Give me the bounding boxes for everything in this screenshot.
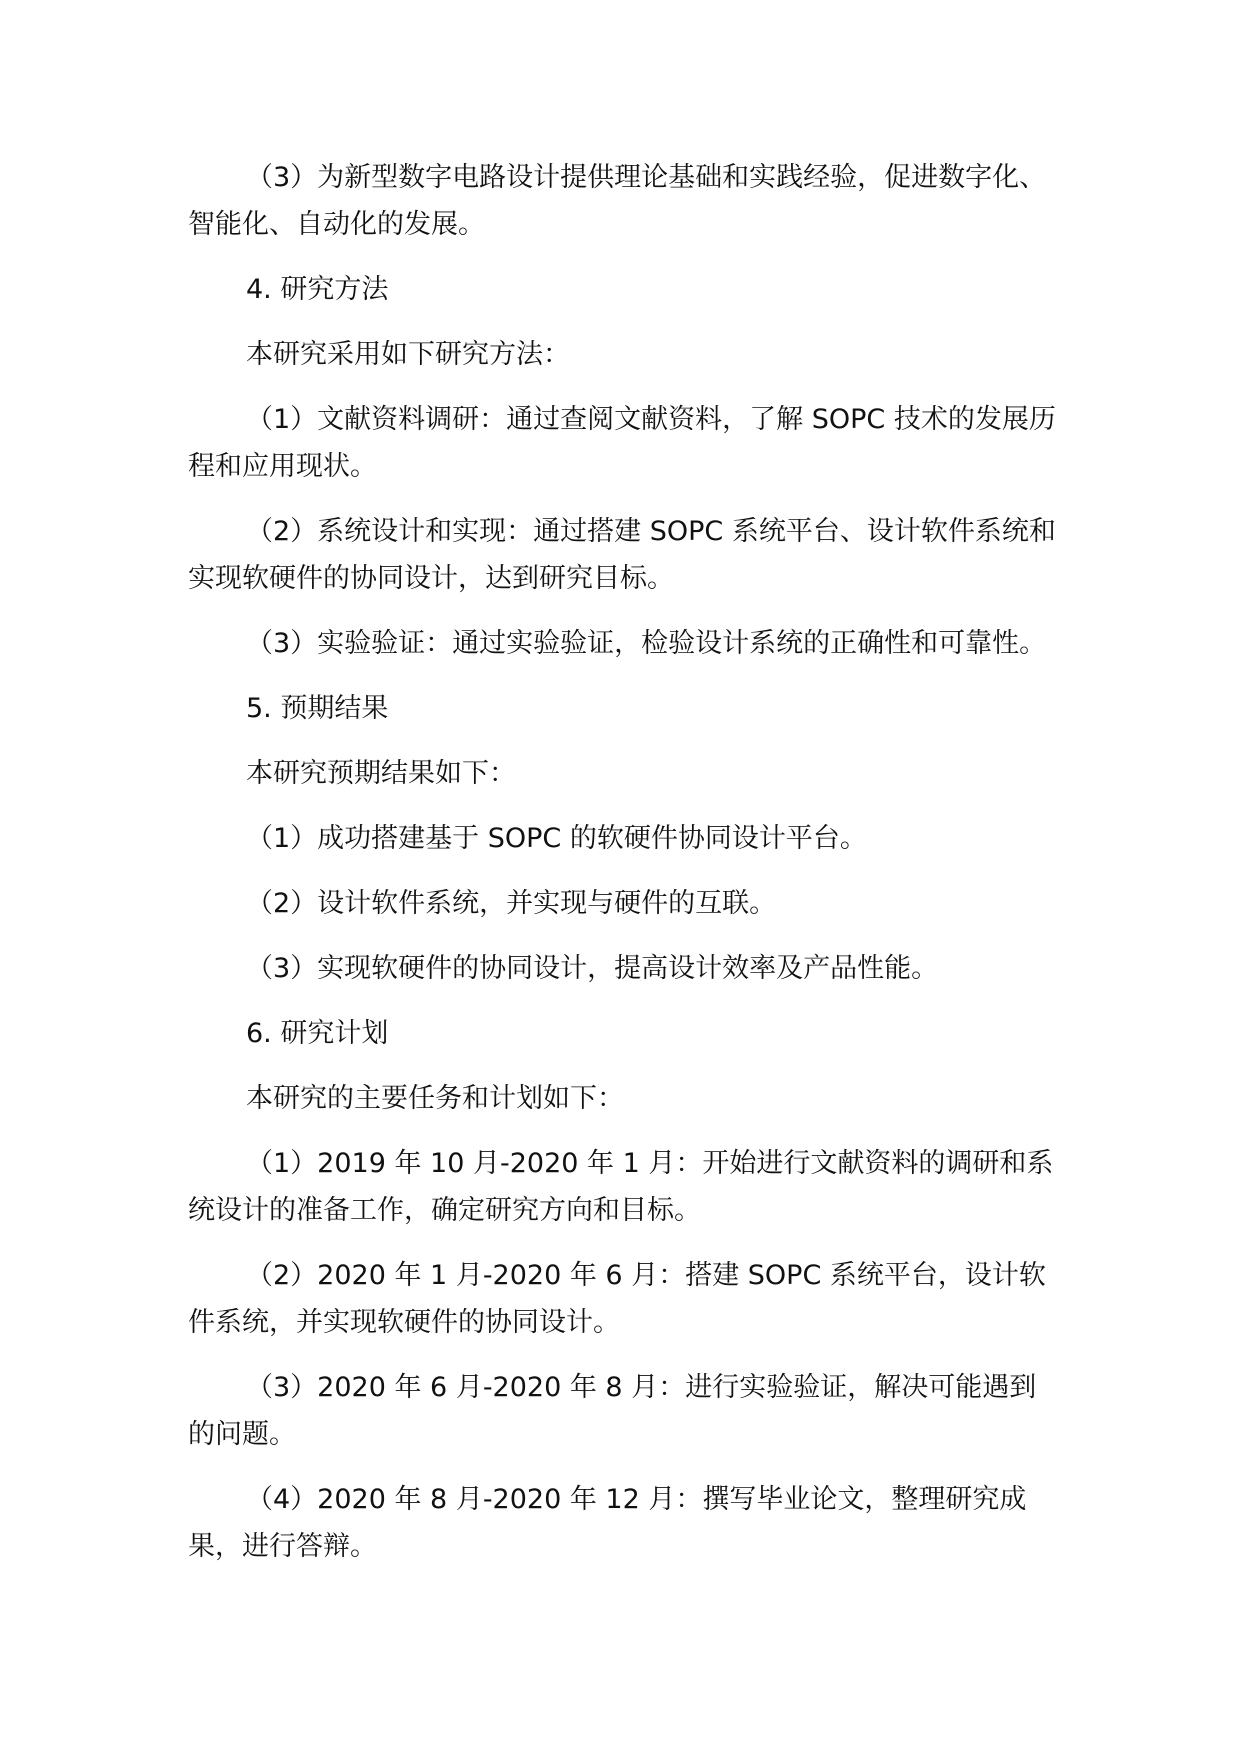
paragraph-method-2: （2）系统设计和实现：通过搭建 SOPC 系统平台、设计软件系统和实现软硬件的协同设计，达到研究目标。 bbox=[188, 516, 1056, 594]
paragraph-plan-intro: 本研究的主要任务和计划如下： bbox=[246, 1083, 624, 1114]
paragraph-methods-intro: 本研究采用如下研究方法： bbox=[246, 339, 570, 370]
section-heading-research-plan: 6. 研究计划 bbox=[246, 1018, 389, 1049]
paragraph-plan-1: （1）2019 年 10 月-2020 年 1 月：开始进行文献资料的调研和系统设计的准备工作，确定研究方向和目标。 bbox=[188, 1148, 1054, 1226]
paragraph-method-3: （3）实验验证：通过实验验证，检验设计系统的正确性和可靠性。 bbox=[246, 628, 1047, 659]
paragraph-result-3: （3）实现软硬件的协同设计，提高设计效率及产品性能。 bbox=[246, 953, 939, 984]
paragraph-plan-2: （2）2020 年 1 月-2020 年 6 月：搭建 SOPC 系统平台，设计软件系统，并实现软硬件的协同设计。 bbox=[188, 1260, 1046, 1338]
paragraph-goal-3: （3）为新型数字电路设计提供理论基础和实践经验，促进数字化、智能化、自动化的发展。 bbox=[188, 162, 1047, 240]
document-body bbox=[188, 154, 1058, 1570]
paragraph-method-1: （1）文献资料调研：通过查阅文献资料，了解 SOPC 技术的发展历程和应用现状。 bbox=[188, 404, 1056, 482]
paragraph-plan-4: （4）2020 年 8 月-2020 年 12 月：撰写毕业论文，整理研究成果，进行答辩。 bbox=[188, 1484, 1027, 1562]
paragraph-plan-3: （3）2020 年 6 月-2020 年 8 月：进行实验验证，解决可能遇到的问题。 bbox=[188, 1372, 1037, 1450]
paragraph-result-2: （2）设计软件系统，并实现与硬件的互联。 bbox=[246, 888, 777, 919]
section-heading-expected-results: 5. 预期结果 bbox=[246, 693, 389, 724]
paragraph-results-intro: 本研究预期结果如下： bbox=[246, 758, 516, 789]
section-heading-methods: 4. 研究方法 bbox=[246, 274, 389, 305]
paragraph-result-1: （1）成功搭建基于 SOPC 的软硬件协同设计平台。 bbox=[246, 823, 867, 854]
